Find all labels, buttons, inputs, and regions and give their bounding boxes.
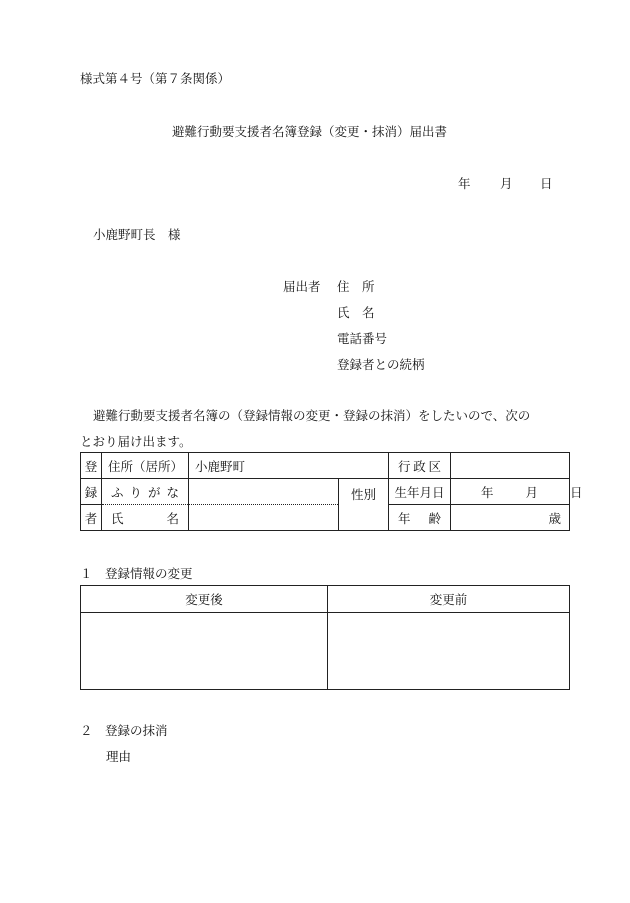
district-value[interactable] [451,453,570,479]
birth-month-unit: 月 [525,484,539,500]
furigana-value[interactable] [189,479,339,505]
applicant-address-label: 住 所 [337,279,375,294]
registrant-side-label-2: 録 [81,479,102,505]
applicant-phone-label: 電話番号 [337,331,388,346]
col-before-header: 変更前 [328,586,570,613]
addressee: 小鹿野町長 様 [93,227,181,242]
age-label: 年齢 [389,505,451,531]
name-label: 氏名 [102,505,189,531]
address-value[interactable]: 小鹿野町 [189,453,389,479]
section1-heading: １ 登録情報の変更 [80,566,193,581]
birthdate-label: 生年月日 [389,479,451,505]
section2-heading: ２ 登録の抹消 [80,723,168,738]
before-value-cell[interactable] [328,613,570,690]
applicant-relation-label: 登録者との続柄 [337,357,425,372]
birth-day-unit: 日 [570,484,583,500]
col-after-header: 変更後 [81,586,328,613]
reason-label: 理由 [106,749,132,764]
address-label: 住所（居所） [102,453,189,479]
applicant-name-label: 氏 名 [337,305,375,320]
furigana-label: ふりがな [102,479,189,505]
birthdate-value[interactable] [451,479,583,505]
name-value[interactable] [189,505,339,531]
registrant-side-label-1: 登 [81,453,102,479]
body-text-line1: 避難行動要支援者名簿の（登録情報の変更・登録の抹消）をしたいので、次の [93,408,531,423]
age-unit: 歳 [548,510,562,526]
birth-year-unit: 年 [481,484,494,500]
district-label: 行政区 [389,453,451,479]
document-title: 避難行動要支援者名簿登録（変更・抹消）届出書 [172,124,448,139]
date-month: 月 [500,176,513,191]
age-value[interactable] [451,505,570,531]
date-day: 日 [540,176,553,191]
applicant-heading: 届出者 [283,279,321,294]
registrant-table [80,452,583,531]
after-value-cell[interactable] [81,613,328,690]
body-text-line2: とおり届け出ます。 [80,434,192,449]
registrant-side-label-3: 者 [81,505,102,531]
change-table [80,585,570,690]
date-year: 年 [458,176,471,191]
gender-label: 性別 [339,479,389,531]
form-number: 様式第４号（第７条関係） [80,71,231,86]
